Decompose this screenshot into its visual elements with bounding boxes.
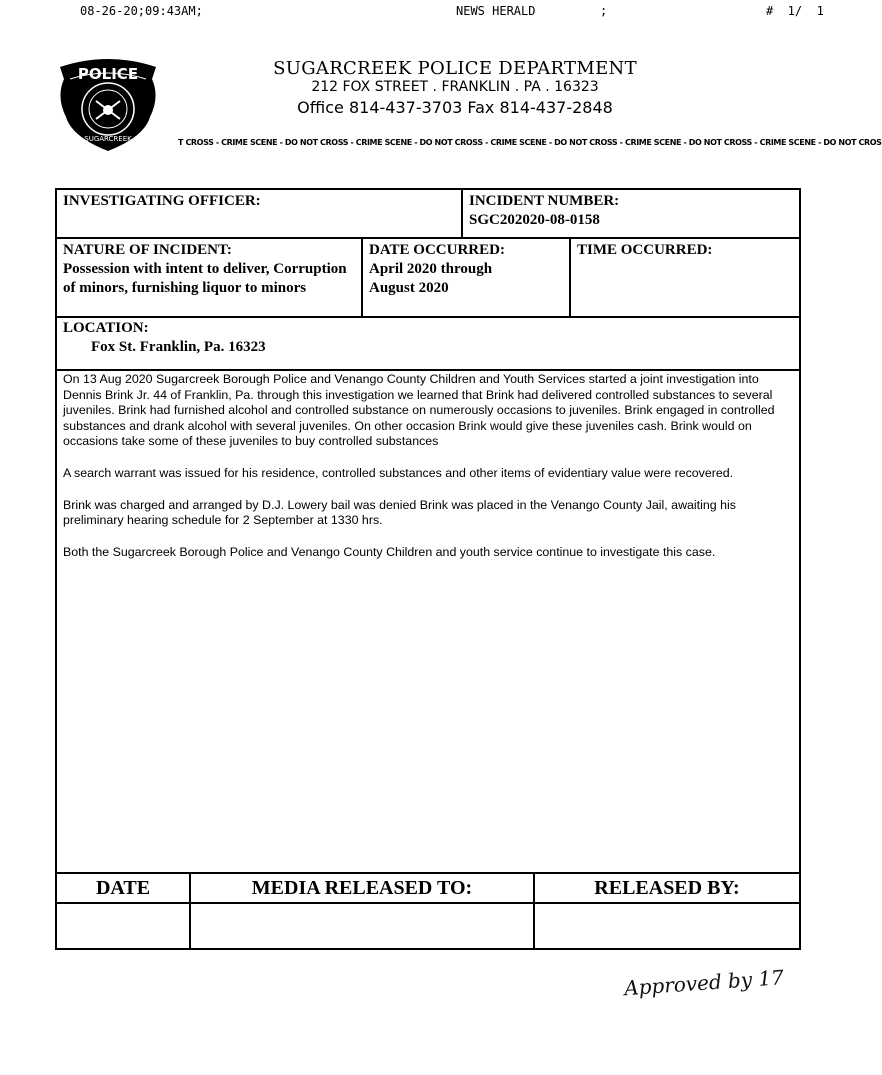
col-divider xyxy=(361,237,363,316)
row-divider xyxy=(57,237,799,239)
department-phone: Office 814-437-3703 Fax 814-437-2848 xyxy=(297,98,613,117)
police-badge-logo xyxy=(52,57,164,153)
badge-bottom-text: SUGARCREEK xyxy=(84,135,132,143)
fax-timestamp: 08-26-20;09:43AM; xyxy=(80,4,203,18)
row-divider xyxy=(57,902,799,904)
signature-text: Approved by 17 xyxy=(623,965,785,1001)
footer-released-by-label: RELEASED BY: xyxy=(594,877,740,899)
handwritten-approval-signature xyxy=(620,962,785,1002)
department-address: 212 FOX STREET . FRANKLIN . PA . 16323 xyxy=(311,79,599,95)
department-name: SUGARCREEK POLICE DEPARTMENT xyxy=(273,58,637,79)
fax-header xyxy=(0,4,864,20)
footer-media-label: MEDIA RELEASED TO: xyxy=(251,877,473,899)
nature-of-incident-label: NATURE OF INCIDENT: xyxy=(63,242,232,258)
fax-separator: ; xyxy=(600,4,608,18)
date-occurred-value: April 2020 through August 2020 xyxy=(369,261,493,296)
date-occurred-label: DATE OCCURRED: xyxy=(369,242,505,258)
row-divider xyxy=(57,316,799,318)
time-occurred-label: TIME OCCURRED: xyxy=(577,242,713,258)
incident-report-form xyxy=(55,188,801,950)
incident-narrative xyxy=(63,372,793,576)
crime-scene-tape: T CROSS - CRIME SCENE - DO NOT CROSS - CRIME SCENE - DO NOT CROSS - CRIME SCENE - DO NOT CROSS - CRIME SCENE - DO NOT CROSS - CRIME SCENE - DO NOT CROS xyxy=(178,138,882,147)
badge-title: POLICE xyxy=(77,65,139,83)
col-divider xyxy=(569,237,571,316)
col-divider xyxy=(461,190,463,237)
narrative-paragraph: A search warrant was issued for his residence, controlled substances and other items of evidentiary value were recovered. xyxy=(63,465,734,480)
location-label: LOCATION: xyxy=(63,320,149,336)
narrative-paragraph: Both the Sugarcreek Borough Police and Venango County Children and youth service continue to investigate this case. xyxy=(63,544,716,559)
incident-number-label: INCIDENT NUMBER: xyxy=(469,193,620,209)
narrative-paragraph: Brink was charged and arranged by D.J. Lowery bail was denied Brink was placed in the Venango County Jail, awaiting his preliminary hearing schedule for 2 September at 1330 hrs. xyxy=(63,497,736,528)
footer-date-label: DATE xyxy=(95,877,151,899)
fax-sender: NEWS HERALD xyxy=(456,4,536,18)
row-divider xyxy=(57,369,799,371)
narrative-paragraph: On 13 Aug 2020 Sugarcreek Borough Police and Venango County Children and Youth Services started a joint investigation into Dennis Brink Jr. 44 of Franklin, Pa. through this investigation we learned that Brink had delivered controlled substances to several juveniles. Brink had furnished alcohol and controlled substance on numerously occasions to juveniles. Brink engaged in controlled substances and drank alcohol with several juveniles. On other occasion Brink would give these juveniles cash. Brink would on occasions take some of these juveniles to buy controlled substances xyxy=(63,372,775,449)
investigating-officer-label: INVESTIGATING OFFICER: xyxy=(63,193,261,209)
nature-of-incident-value: Possession with intent to deliver, Corruption of minors, furnishing liquor to minors xyxy=(63,261,347,296)
location-value: Fox St. Franklin, Pa. 16323 xyxy=(91,339,266,355)
incident-number-value: SGC202020-08-0158 xyxy=(469,212,600,228)
fax-page-count: # 1/ 1 xyxy=(766,4,824,18)
